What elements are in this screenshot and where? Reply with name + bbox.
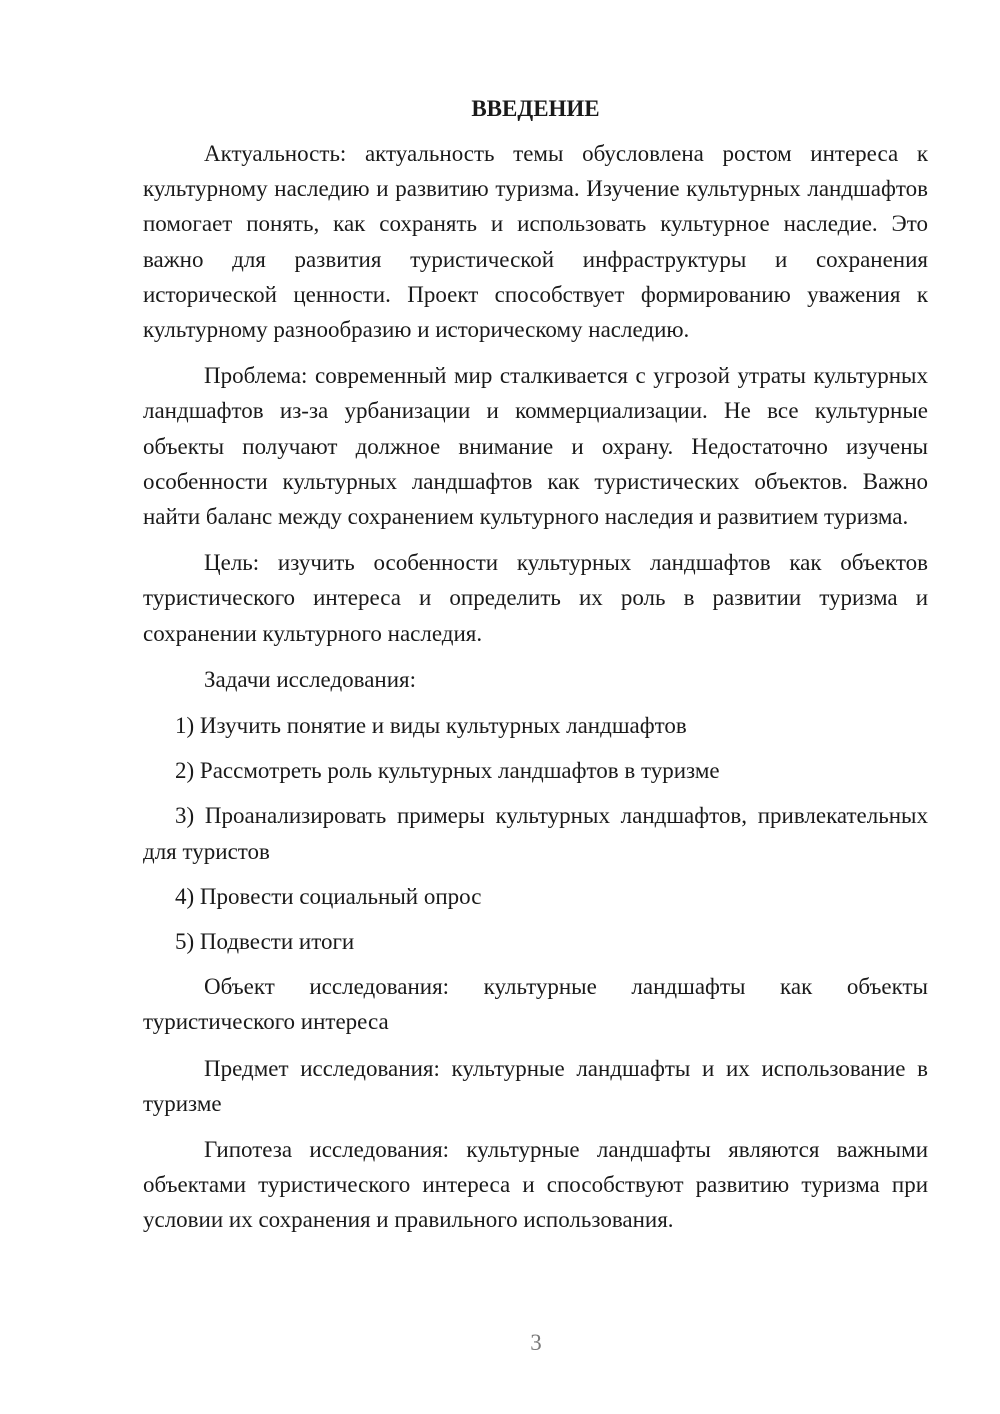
research-subject-paragraph: Предмет исследования: культурные ландшафты и их использование в туризме (143, 1055, 928, 1116)
task-item-2: 2) Рассмотреть роль культурных ландшафтов в туризме (175, 758, 720, 784)
problem-paragraph: Проблема: современный мир сталкивается с угрозой утраты культурных ландшафтов из-за урбанизации и коммерциализации. Не все культурные объекты получают должное внимание и охрану. Недостаточно изучены особенности культурных ландшафтов как туристических объектов. Важно найти баланс между сохранением культурного наследия и развитием туризма. (143, 363, 928, 530)
hypothesis-paragraph: Гипотеза исследования: культурные ландшафты являются важными объектами туристического интереса и способствуют развитию туризма при условии их сохранения и правильного использования. (143, 1137, 928, 1233)
task-item-4: 4) Провести социальный опрос (175, 883, 482, 909)
page-number: 3 (530, 1330, 542, 1355)
document-title: ВВЕДЕНИЕ (471, 96, 600, 121)
document-body (143, 90, 928, 1249)
task-item-1: 1) Изучить понятие и виды культурных ландшафтов (175, 713, 687, 739)
goal-paragraph: Цель: изучить особенности культурных ландшафтов как объектов туристического интереса и определить их роль в развитии туризма и сохранении культурного наследия. (143, 550, 928, 646)
task-item-3: 3) Проанализировать примеры культурных ландшафтов, привлекательных для туристов (143, 803, 928, 864)
research-object-paragraph: Объект исследования: культурные ландшафты как объекты туристического интереса (143, 974, 928, 1035)
task-item-5: 5) Подвести итоги (175, 929, 355, 955)
relevance-paragraph: Актуальность: актуальность темы обусловлена ростом интереса к культурному наследию и развитию туризма. Изучение культурных ландшафтов помогает понять, как сохранять и использовать культурное наследие. Это важно для развития туристической инфраструктуры и сохранения исторической ценности. Проект способствует формированию уважения к культурному разнообразию и историческому наследию. (143, 141, 928, 343)
tasks-heading: Задачи исследования: (204, 666, 417, 692)
